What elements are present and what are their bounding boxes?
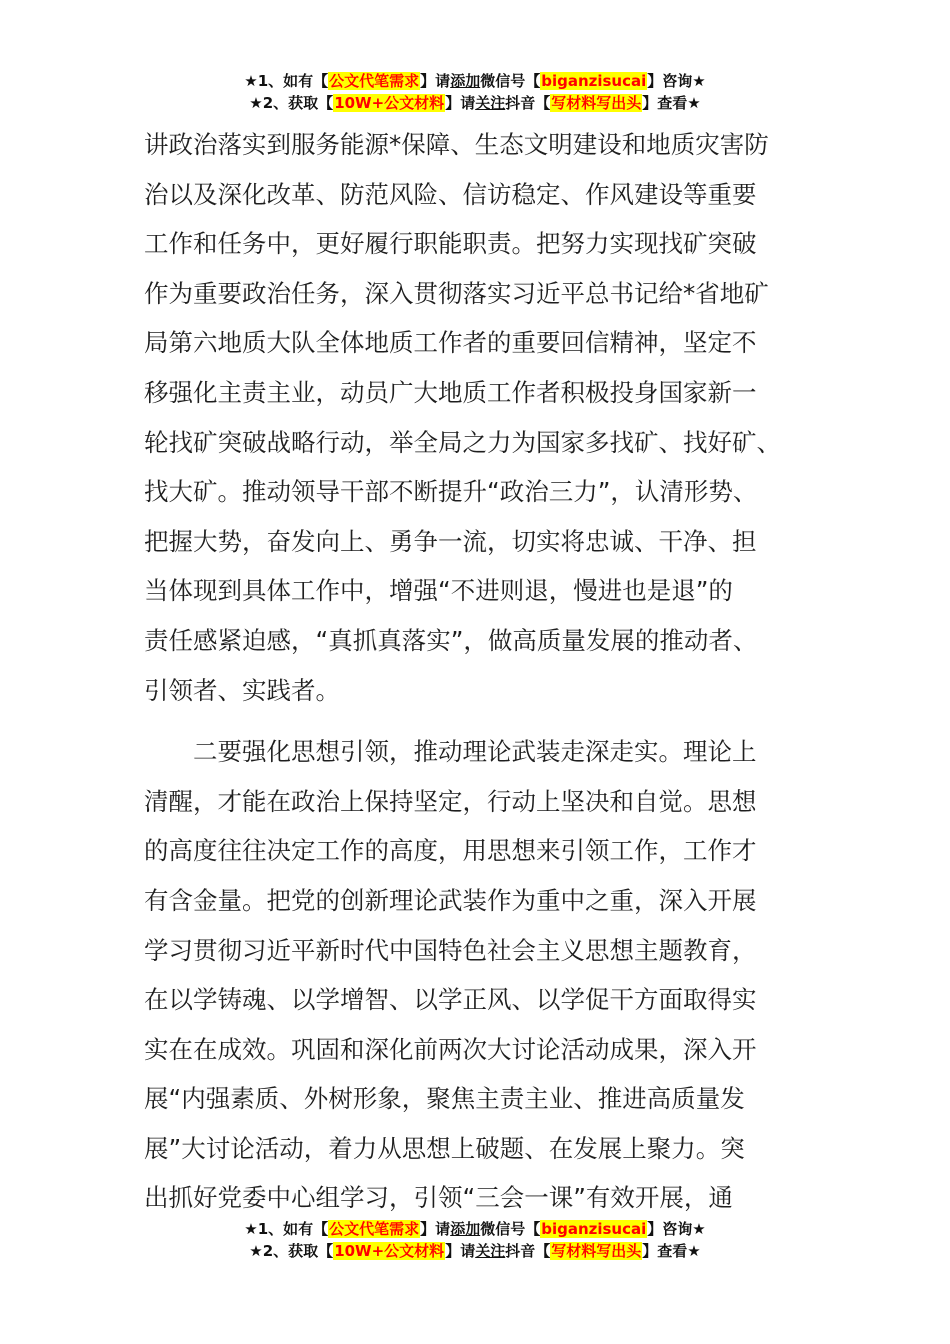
paragraph-gap <box>144 715 808 727</box>
paragraph-2 <box>144 727 808 1223</box>
text-line: 讲政治落实到服务能源*保障、生态文明建设和地质灾害防 <box>144 130 769 159</box>
text-line: 引领者、实践者。 <box>144 675 340 705</box>
highlight-douyin: 写材料写出头 <box>551 1242 642 1260</box>
banner-line-2: ★2、获取【10W+公文材料】请关注抖音【写材料写出头】查看★ <box>249 94 701 112</box>
text-line: 找大矿。推动领导干部不断提升“政治三力”，认清形势、 <box>144 477 758 507</box>
highlight-wechat-id: biganzisucai <box>541 1220 647 1238</box>
text-line: 轮找矿突破战略行动，举全局之力为国家多找矿、找好矿、 <box>144 427 781 457</box>
highlight-wechat-id: biganzisucai <box>541 72 647 90</box>
text-line: 的高度往往决定工作的高度，用思想来引领工作，工作才 <box>144 836 757 866</box>
text-line: 有含金量。把党的创新理论武装作为重中之重，深入开展 <box>144 885 757 915</box>
text-line: 出抓好党委中心组学习，引领“三会一课”有效开展，通 <box>144 1183 733 1213</box>
highlight-service: 公文代笔需求 <box>329 1220 420 1238</box>
text-line: 学习贯彻习近平新时代中国特色社会主义思想主题教育， <box>144 935 757 965</box>
header-banner <box>0 70 950 114</box>
text-line: 实在在成效。巩固和深化前两次大讨论活动成果，深入开 <box>144 1034 757 1064</box>
text-line: 作为重要政治任务，深入贯彻落实习近平总书记给*省地矿 <box>144 278 769 308</box>
footer-banner <box>0 1218 950 1262</box>
text-line: 治以及深化改革、防范风险、信访稳定、作风建设等重要 <box>144 179 757 209</box>
highlight-materials: 10W+公文材料 <box>334 94 445 112</box>
text-line: 当体现到具体工作中，增强“不进则退，慢进也是退”的 <box>144 576 733 606</box>
text-line: 把握大势，奋发向上、勇争一流，切实将忠诚、干净、担 <box>144 526 757 556</box>
text-line: 展“内强素质、外树形象，聚焦主责主业、推进高质量发 <box>144 1084 745 1114</box>
text-line: 移强化主责主业，动员广大地质工作者积极投身国家新一 <box>144 377 757 407</box>
text-line: 清醒，才能在政治上保持坚定，行动上坚决和自觉。思想 <box>144 786 757 816</box>
banner-line-1: ★1、如有【公文代笔需求】请添加微信号【biganzisucai】咨询★ <box>244 72 706 90</box>
banner-line-1: ★1、如有【公文代笔需求】请添加微信号【biganzisucai】咨询★ <box>244 1220 706 1238</box>
highlight-service: 公文代笔需求 <box>329 72 420 90</box>
text-line: 工作和任务中，更好履行职能职责。把努力实现找矿突破 <box>144 229 757 259</box>
text-line: 在以学铸魂、以学增智、以学正风、以学促干方面取得实 <box>144 985 757 1015</box>
text-line: 二要强化思想引领，推动理论武装走深走实。理论上 <box>144 737 757 767</box>
highlight-douyin: 写材料写出头 <box>551 94 642 112</box>
highlight-materials: 10W+公文材料 <box>334 1242 445 1260</box>
text-line: 责任感紧迫感，“真抓真落实”，做高质量发展的推动者、 <box>144 625 758 655</box>
paragraph-1 <box>144 120 808 715</box>
document-body <box>144 120 808 1223</box>
text-line: 局第六地质大队全体地质工作者的重要回信精神，坚定不 <box>144 328 757 358</box>
text-line: 展”大讨论活动，着力从思想上破题、在发展上聚力。突 <box>144 1133 745 1163</box>
banner-line-2: ★2、获取【10W+公文材料】请关注抖音【写材料写出头】查看★ <box>249 1242 701 1260</box>
